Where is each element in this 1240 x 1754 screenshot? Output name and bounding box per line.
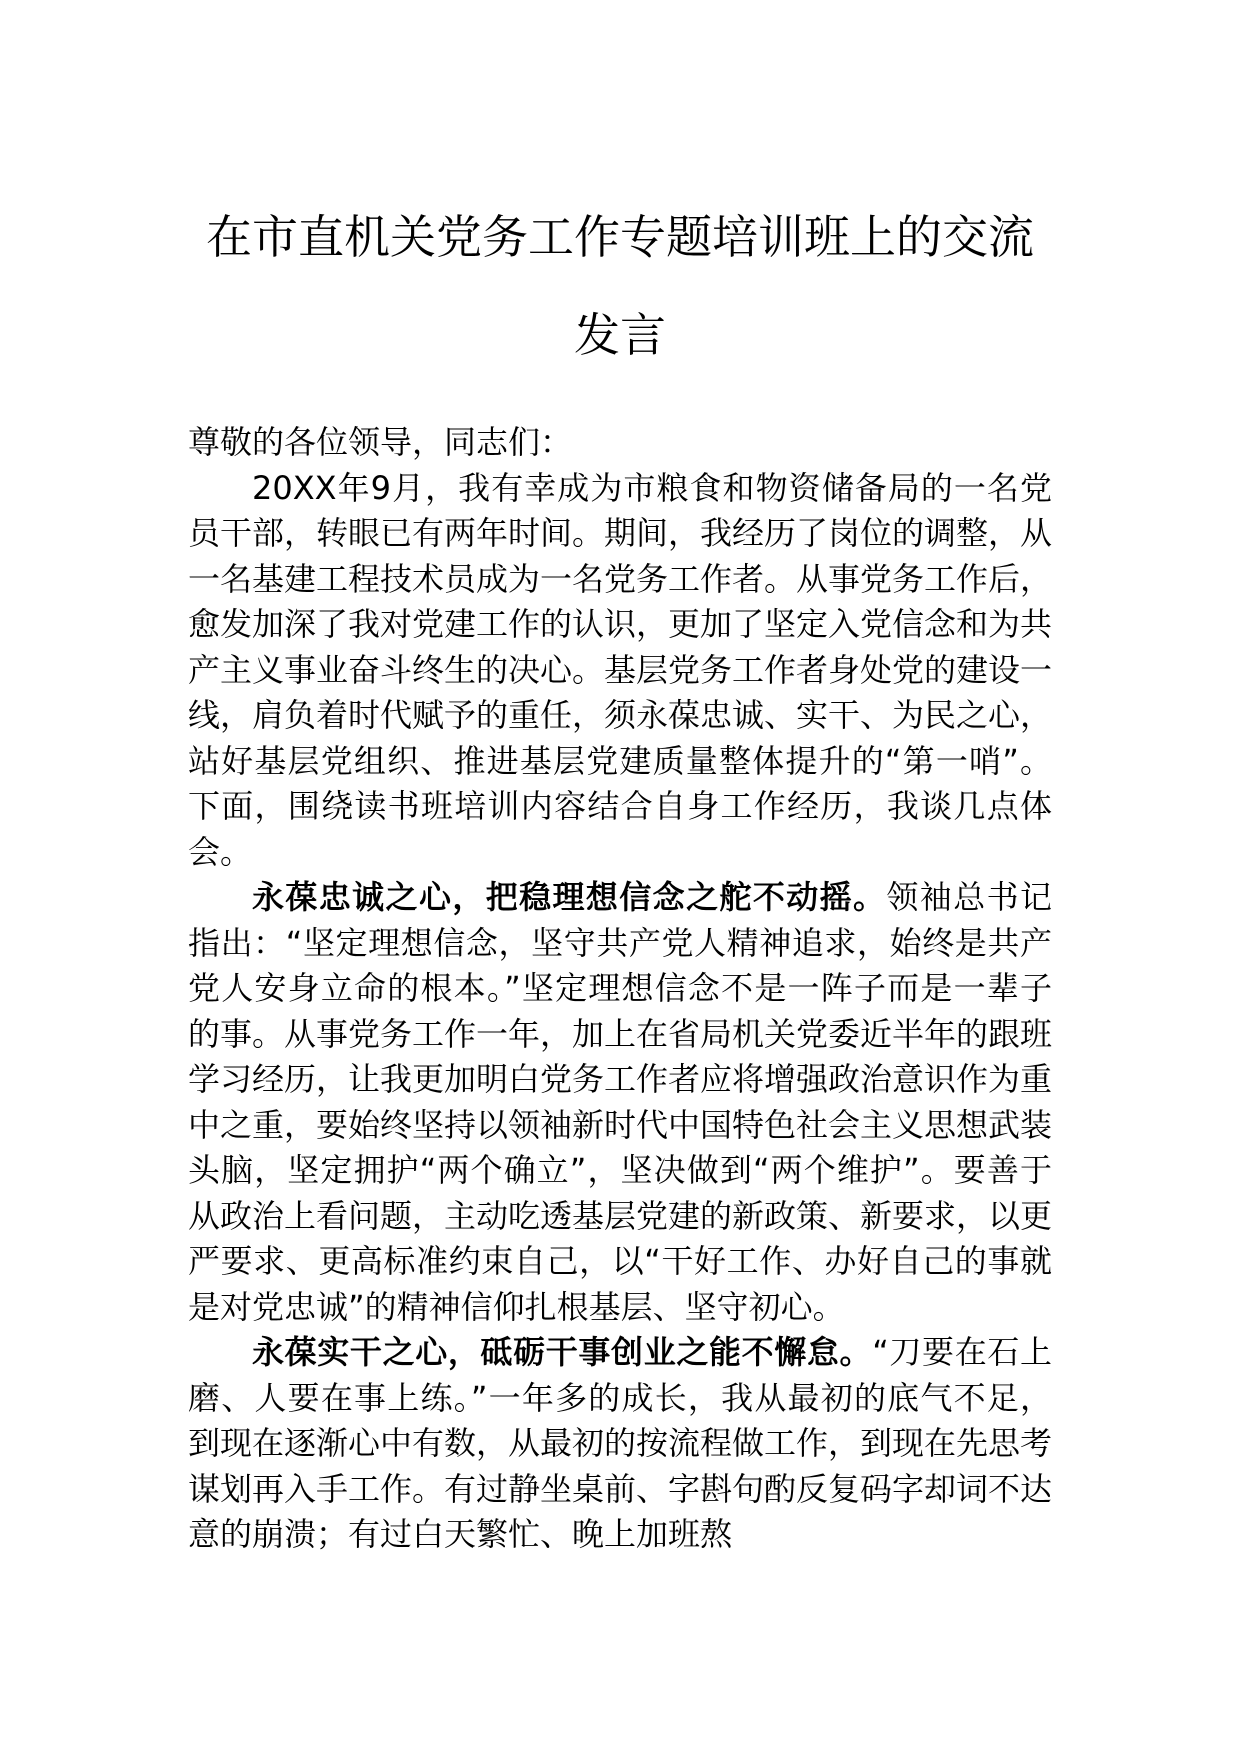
paragraph-1-text: 20XX年9月，我有幸成为市粮食和物资储备局的一名党员干部，转眼已有两年时间。期间，我经历了岗位的调整，从一名基建工程技术员成为一名党务工作者。从事党务工作后，愈发加深了我对党建工作的认识，更加了坚定入党信念和为共产主义事业奋斗终生的决心。基层党务工作者身处党的建设一线，肩负着时代赋予的重任，须永葆忠诚、实干、为民之心，站好基层党组织、推进基层党建质量整体提升的“第一哨”。下面，围绕读书班培训内容结合自身工作经历，我谈几点体会。 [188,468,1053,871]
document-title [188,188,1052,384]
paragraph-2-heading: 永葆忠诚之心，把稳理想信念之舵不动摇。 [252,878,887,916]
salutation: 尊敬的各位领导，同志们： [188,423,573,461]
paragraph-1 [188,466,1052,876]
paragraph-3-heading: 永葆实干之心，砥砺干事创业之能不懈怠。 [252,1333,873,1371]
paragraph-3-text: “刀要在石上磨、人要在事上练。”一年多的成长，我从最初的底气不足，到现在逐渐心中有数，从最初的按流程做工作，到现在先思考谋划再入手工作。有过静坐桌前、字斟句酌反复码字却词不达意的崩溃；有过白天繁忙、晚上加班熬 [188,1333,1053,1553]
paragraph-3 [188,1330,1052,1558]
paragraph-2 [188,875,1052,1330]
document-body [188,420,1052,1558]
title-line-2: 发言 [574,308,666,362]
paragraph-2-text: 领袖总书记指出：“坚定理想信念，坚守共产党人精神追求，始终是共产党人安身立命的根本。”坚定理想信念不是一阵子而是一辈子的事。从事党务工作一年，加上在省局机关党委近半年的跟班学习经历，让我更加明白党务工作者应将增强政治意识作为重中之重，要始终坚持以领袖新时代中国特色社会主义思想武装头脑，坚定拥护“两个确立”，坚决做到“两个维护”。要善于从政治上看问题，主动吃透基层党建的新政策、新要求，以更严要求、更高标准约束自己，以“干好工作、办好自己的事就是对党忠诚”的精神信仰扎根基层、坚守初心。 [188,878,1053,1326]
title-line-1: 在市直机关党务工作专题培训班上的交流 [206,210,1034,264]
